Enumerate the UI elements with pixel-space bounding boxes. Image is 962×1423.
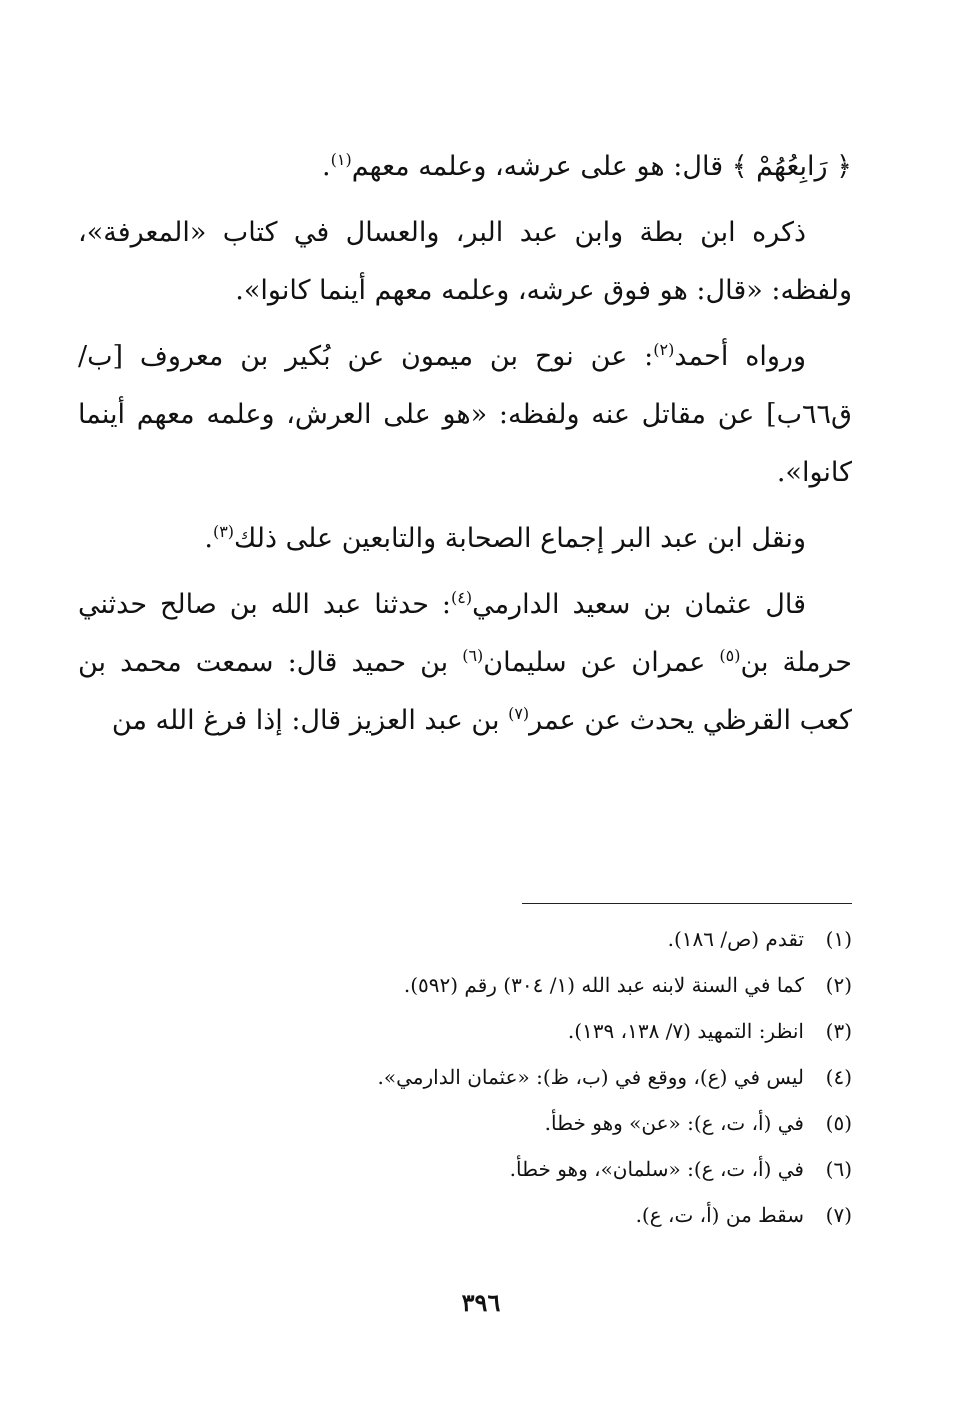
paragraph-5-e: بن عبد العزيز قال: إذا فرغ الله من <box>111 705 509 736</box>
footnote-ref-2[interactable]: (٢) <box>653 340 675 359</box>
footnote-number: (٣) <box>825 1019 852 1043</box>
footnote-text: انظر: التمهيد (٧/ ١٣٨، ١٣٩). <box>567 1019 804 1043</box>
paragraph-4 <box>78 510 852 568</box>
footnote-ref-1[interactable]: (١) <box>330 150 352 169</box>
footnote-7 <box>110 1192 852 1238</box>
paragraph-1 <box>78 138 852 196</box>
footnote-number: (٧) <box>825 1203 852 1227</box>
footnote-divider <box>522 903 852 904</box>
footnotes <box>110 916 852 1238</box>
footnote-1 <box>110 916 852 962</box>
footnote-number: (٢) <box>825 973 852 997</box>
footnote-ref-7[interactable]: (٧) <box>508 704 530 723</box>
footnote-text: في (أ، ت، ع): «سلمان»، وهو خطأ. <box>509 1157 804 1181</box>
paragraph-3-a: ورواه أحمد <box>674 341 806 372</box>
footnote-4 <box>110 1054 852 1100</box>
footnote-text: في (أ، ت، ع): «عن» وهو خطأ. <box>544 1111 804 1135</box>
paragraph-4-text: ونقل ابن عبد البر إجماع الصحابة والتابعين على ذلك <box>234 523 806 554</box>
quran-quote: ﴿ رَابِعُهُمْ ﴾ <box>731 151 852 182</box>
main-text <box>78 138 852 750</box>
footnote-3 <box>110 1008 852 1054</box>
footnote-number: (٤) <box>825 1065 852 1089</box>
paragraph-2: ذكره ابن بطة وابن عبد البر، والعسال في كتاب «المعرفة»، ولفظه: «قال: هو فوق عرشه، وعلمه معهم أينما كانوا». <box>78 217 852 306</box>
paragraph-5-d: بن حميد قال: سمعت محمد بن كعب القرظي يحدث عن عمر <box>78 647 852 736</box>
footnote-ref-6[interactable]: (٦) <box>462 646 484 665</box>
footnote-6 <box>110 1146 852 1192</box>
paragraph-1-end: . <box>322 151 331 182</box>
footnote-ref-5[interactable]: (٥) <box>719 646 741 665</box>
footnote-text: سقط من (أ، ت، ع). <box>635 1203 804 1227</box>
footnote-text: ليس في (ع)، ووقع في (ب، ظ): «عثمان الدارمي». <box>377 1065 804 1089</box>
footnote-ref-3[interactable]: (٣) <box>212 522 235 541</box>
footnote-ref-4[interactable]: (٤) <box>451 588 473 607</box>
paragraph-3-b: : عن نوح بن ميمون عن بُكير بن معروف [ب/ ق٦٦ب] عن مقاتل عنه ولفظه: «هو على العرش، وعلمه معهم أينما كانوا». <box>78 341 852 488</box>
footnote-text: كما في السنة لابنه عبد الله (١/ ٣٠٤) رقم (٥٩٢). <box>403 973 804 997</box>
footnote-5 <box>110 1100 852 1146</box>
footnote-text: تقدم (ص/ ١٨٦). <box>667 927 804 951</box>
footnote-number: (١) <box>825 927 852 951</box>
paragraph-5 <box>78 576 852 750</box>
paragraph-4-end: . <box>204 523 213 554</box>
paragraph-5-a: قال عثمان بن سعيد الدارمي <box>472 589 806 620</box>
footnote-2 <box>110 962 852 1008</box>
footnote-number: (٥) <box>825 1111 852 1135</box>
paragraph-5-b: : حدثنا عبد الله بن صالح حدثني حرملة بن <box>78 589 852 678</box>
paragraph-5-c: عمران عن سليمان <box>483 647 720 678</box>
footnote-number: (٦) <box>825 1157 852 1181</box>
page-number: ٣٩٦ <box>461 1288 501 1317</box>
paragraph-1-text: قال: هو على عرشه، وعلمه معهم <box>351 151 732 182</box>
paragraph-3 <box>78 328 852 502</box>
